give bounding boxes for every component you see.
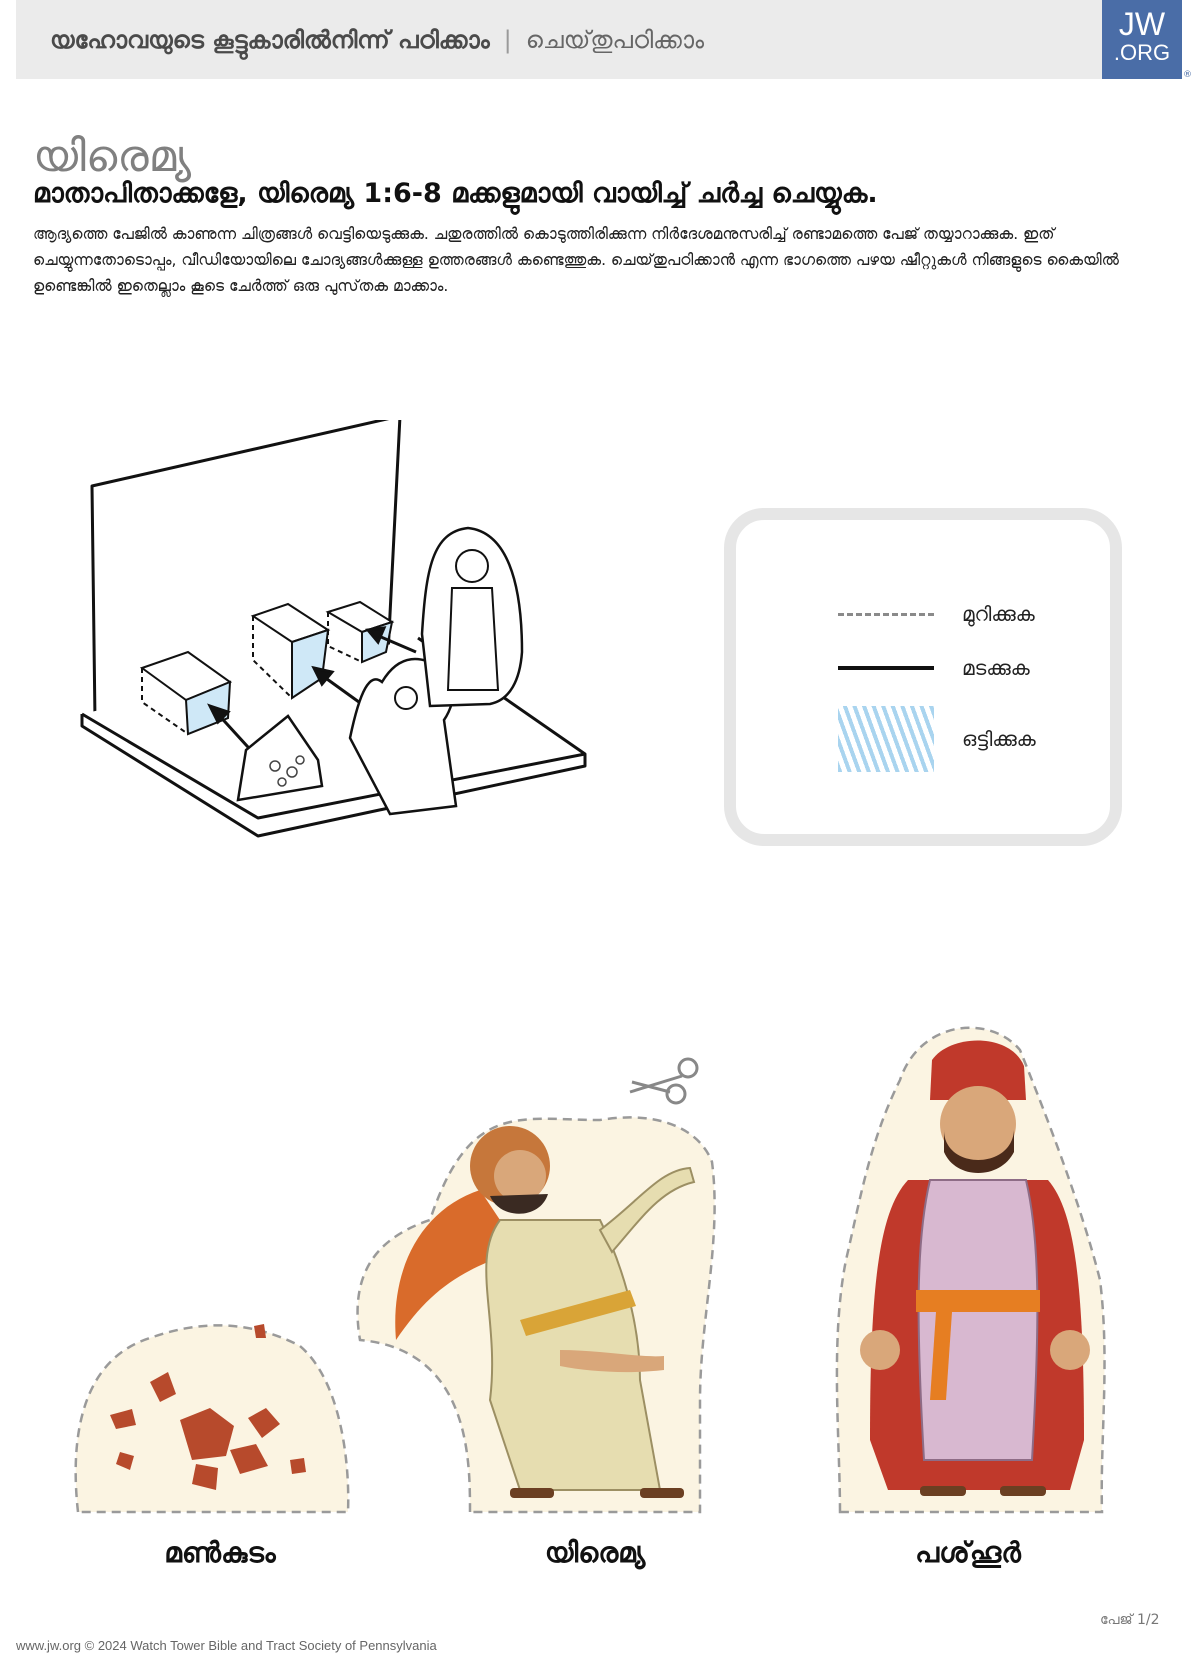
broken-pot-icon <box>76 1324 349 1512</box>
registered-mark: ® <box>1183 70 1192 80</box>
series-title: യഹോവയുടെ കൂട്ടുകാരിൽനിന്ന് പഠിക്കാം <box>50 26 490 54</box>
pashhur-cutout-mini <box>422 528 522 706</box>
page-number: പേജ് 1/2 <box>1100 1612 1160 1628</box>
cutout-label-jeremiah: യിരെമ്യ <box>544 1536 646 1569</box>
section-name: ചെയ്‌തുപഠിക്കാം <box>525 26 705 54</box>
footer-copyright: www.jw.org © 2024 Watch Tower Bible and Tract Society of Pennsylvania <box>16 1638 437 1653</box>
legend-fold <box>838 656 1030 680</box>
header-bar <box>16 0 1102 79</box>
legend-cut-label: മുറിക്കുക <box>962 602 1035 626</box>
legend-fold-label: മടക്കുക <box>962 656 1030 680</box>
scissors-icon <box>630 1059 697 1103</box>
dashed-line-icon <box>838 613 934 616</box>
solid-line-icon <box>838 666 934 670</box>
page-title: യിരെമ്യ <box>33 131 192 183</box>
cutout-label-pashhur: പശ്‌ഹൂർ <box>915 1536 1021 1569</box>
logo-org-text: .ORG <box>1113 40 1171 65</box>
cutout-label-pot: മൺകുടം <box>164 1536 276 1569</box>
cutout-figures <box>0 1020 1200 1540</box>
legend-cut <box>838 602 1035 626</box>
jw-org-logo[interactable] <box>1102 0 1182 79</box>
pashhur-figure <box>837 1028 1105 1512</box>
glue-area-icon <box>838 706 934 772</box>
legend-glue-label: ഒട്ടിക്കുക <box>962 727 1036 751</box>
logo-jw-text: JW <box>1118 6 1166 42</box>
instructions-paragraph: ആദ്യത്തെ പേജിൽ കാണുന്ന ചിത്രങ്ങൾ വെട്ടിയെടുക്കുക. ചതുരത്തിൽ കൊടുത്തിരിക്കുന്ന നിർദേശമനുസരിച്ച് രണ്ടാമത്തെ പേജ് തയ്യാറാക്കുക. ഇത് ചെയ്യുന്നതോടൊപ്പം, വീഡിയോയിലെ ചോദ്യങ്ങൾക്കുള്ള ഉത്തരങ്ങൾ കണ്ടെത്തുക. ചെയ്‌തുപഠിക്കാൻ എന്ന ഭാഗത്തെ പഴയ ഷീറ്റുകൾ നിങ്ങളുടെ കൈയിൽ ഉണ്ടെങ്കിൽ ഇതെല്ലാം കൂടെ ചേർത്ത് ഒരു പുസ്‌തക മാക്കാം. <box>33 225 1119 295</box>
legend-glue <box>838 706 1036 772</box>
jeremiah-figure <box>358 1059 715 1512</box>
popup-diagram <box>70 420 650 930</box>
header-separator: | <box>503 26 512 54</box>
subtitle: മാതാപിതാക്കളേ, യിരെമ്യ 1:6-8 മക്കളുമായി വായിച്ച് ചർച്ച ചെയ്യുക. <box>33 178 878 209</box>
header-text <box>50 26 704 54</box>
legend-box <box>724 508 1122 846</box>
